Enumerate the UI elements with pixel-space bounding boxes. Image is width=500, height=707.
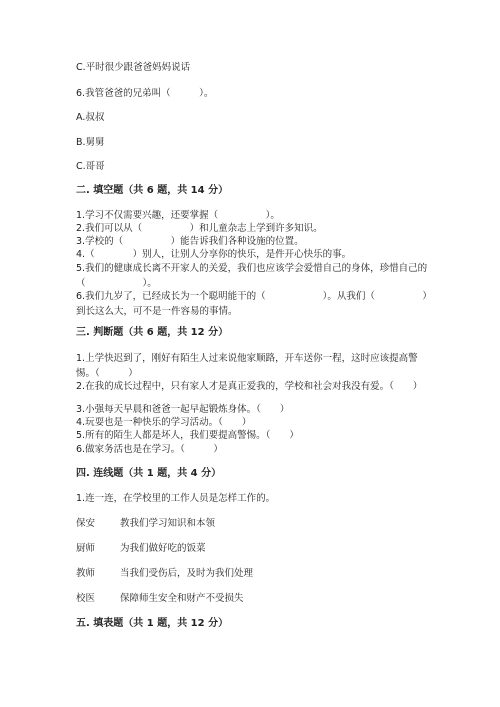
judge-item-4: 4.玩耍也是一种快乐的学习活动。（ ） (76, 417, 252, 428)
section-4-heading: 四. 连线题（共 1 题，共 4 分） (76, 468, 222, 479)
section-3-heading: 三. 判断题（共 6 题，共 12 分） (76, 327, 229, 338)
judge-item-2: 2.在我的成长过程中，只有家人才是真正爱我的，学校和社会对我没有爱。（ ） (76, 381, 423, 392)
match-left-1: 保安 (76, 518, 96, 529)
section-5-heading: 五. 填表题（共 1 题，共 12 分） (76, 618, 229, 629)
match-left-2: 厨师 (76, 543, 96, 554)
option-6b: B.舅舅 (76, 137, 105, 148)
match-right-2: 为我们做好吃的饭菜 (120, 543, 206, 554)
section-2-heading: 二. 填空题（共 6 题，共 14 分） (76, 185, 229, 196)
match-left-4: 校医 (76, 593, 96, 604)
option-5c: C.平时很少跟爸爸妈妈说话 (76, 62, 191, 73)
option-6a: A.叔叔 (76, 112, 105, 123)
fill-item-1: 1.学习不仅需要兴趣，还要掌握（ ）。 (76, 210, 280, 221)
match-right-3: 当我们受伤后，及时为我们处理 (120, 568, 254, 579)
match-question-stem: 1.连一连，在学校里的工作人员是怎样工作的。 (76, 493, 276, 504)
judge-item-1: 1.上学快迟到了，刚好有陌生人过来说他家顺路，开车送你一程，这时应该提高警惕。（ ） (76, 353, 418, 379)
fill-item-6: 6.我们九岁了，已经成长为一个聪明能干的（ ）。从我们（ ）到长这么大，可不是一件容易的事情。 (76, 291, 428, 317)
match-right-4: 保障师生安全和财产不受损失 (120, 593, 244, 604)
judge-item-3: 3.小强每天早晨和爸爸一起早起锻炼身体。（ ） (76, 404, 290, 415)
judge-item-6: 6.做家务活也是在学习。（ ） (76, 444, 223, 455)
option-6c: C.哥哥 (76, 161, 105, 172)
fill-item-5: 5.我们的健康成长离不开家人的关爱，我们也应该学会爱惜自己的身体，珍惜自己的（ ）。 (76, 263, 428, 289)
fill-item-4: 4.（ ）别人，让别人分享你的快乐，是件开心快乐的事。 (76, 249, 352, 260)
question-6-stem: 6.我管爸爸的兄弟叫（ ）。 (76, 88, 214, 99)
match-right-1: 教我们学习知识和本领 (120, 518, 216, 529)
judge-item-5: 5.所有的陌生人都是坏人，我们要提高警惕。（ ） (76, 430, 299, 441)
match-left-3: 教师 (76, 568, 96, 579)
fill-item-2: 2.我们可以从（ ）和儿童杂志上学到许多知识。 (76, 223, 323, 234)
fill-item-3: 3.学校的（ ）能告诉我们各种设施的位置。 (76, 236, 304, 247)
